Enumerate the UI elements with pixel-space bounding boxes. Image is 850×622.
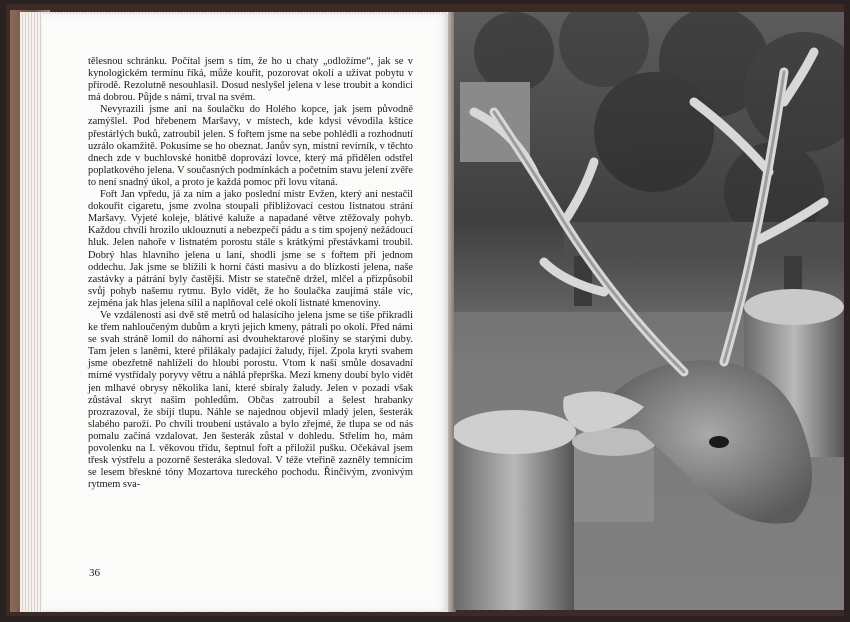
left-stump bbox=[454, 410, 576, 610]
right-page-photo bbox=[454, 12, 844, 610]
paragraph: Nevyrazili jsme ani na šoulačku do Holého kopce, jak jsem původně zamýšlel. Pod hřebenem Maršavy, v místech, kde kdysi vévodila kštice přestárlých buků, zatroubil jelen. S fořtem jsme na sebe pohlédli a rozhodnutí uzrálo okamžitě. Pokusíme se ho obeznat. Janův syn, místní revírník, v těchto dnech zde v buchlovské honitbě doprovází lovce, který má přidělen odstřel poplatkového jelena. V současných podmínkách a početním stavu jelení zvěře to není snadný úkol, a proto je každá pomoc při lovu vítaná. bbox=[88, 104, 413, 188]
page-number: 36 bbox=[89, 567, 100, 579]
stag-photo bbox=[454, 12, 844, 610]
left-page bbox=[42, 14, 450, 611]
paragraph: tělesnou schránku. Počítal jsem s tím, že ho u chaty „odložíme“, jak se v kynologickém termínu říká, může kouřit, pozorovat okolí a užívat pobytu v přírodě. Rezolutně nesouhlasil. Dosud neslyšel jelena v lese troubit a kondici má dobrou. Půjde s námi, trval na svém. bbox=[88, 56, 413, 104]
bench bbox=[564, 222, 844, 258]
paragraph: Fořt Jan vpředu, já za ním a jako poslední mistr Evžen, který ani nestačil dokouřit cigaretu, jsme zvolna stoupali přibližovací cestou listnatou strání Maršavy. Vyjeté koleje, blátivé kaluže a napadané větve ztěžovaly pohyb. Každou chvíli hrozilo uklouznutí a nebezpečí pádu a s tím spojený nežádoucí hluk. Jelen nahoře v listnatém porostu stále s krátkými přestávkami troubil. Dobrý hlas hlavního jelena u laní, shodli jsme se s fořtem při jednom oddechu. Jak jsme se blížili k horní části masivu a do blízkosti jelena, naše zastávky a pátrání byly častější. Mistr se statečně držel, mlčel a přizpůsobil svůj pohyb našemu rytmu. Bylo vidět, že ho šoulačka zaujímá stále víc, zejména jak hlas jelena sílil a naplňoval celé okolí listnaté kmenoviny. bbox=[88, 189, 413, 309]
body-text bbox=[88, 56, 413, 491]
paragraph: Ve vzdálenosti asi dvě stě metrů od halasícího jelena jsme se tiše přikradli ke třem nahloučeným dubům a kryti jejich kmeny, pátrali po okolí. Před námi se svah stráně lomil do náhorní asi dvouhektarové plošiny se starými duby. Tam jelen s laněmi, které přilákaly padající žaludy, říjel. Zpola kryti svahem jsme obezřetně nahlíželi do hloubi porostu. Vtom k naší smůle dosavadní mírné vystřídaly poryvy větru a náhlá přeprška. Mezi kmeny doubí bylo vidět jen mlhavé obrysy několika laní, které sbíraly žaludy. Jelen v pozadí však zůstával skryt našim pohledům. Občas zatroubil a šelest hrabanky prozrazoval, že sbíjí tlupu. Náhle se najednou objevil mladý jelen, šesterák slabého paroží. Po chvíli troubení ustávalo a bylo zřejmé, že tlupa se od nás pomalu začíná vzdalovat. Jen šesterák zůstal v dohledu. Střelím ho, mám povolenku na I. věkovou třídu, šeptnul fořt a přiložil pušku. Očekával jsem třesk výstřelu a pozorně šesteráka sledoval. V téže vteřině zazněly temnícím se lesem břeskné tóny Mozartova tureckého pochodu. Řinčivým, zvonivým rytmem sva- bbox=[88, 309, 413, 491]
